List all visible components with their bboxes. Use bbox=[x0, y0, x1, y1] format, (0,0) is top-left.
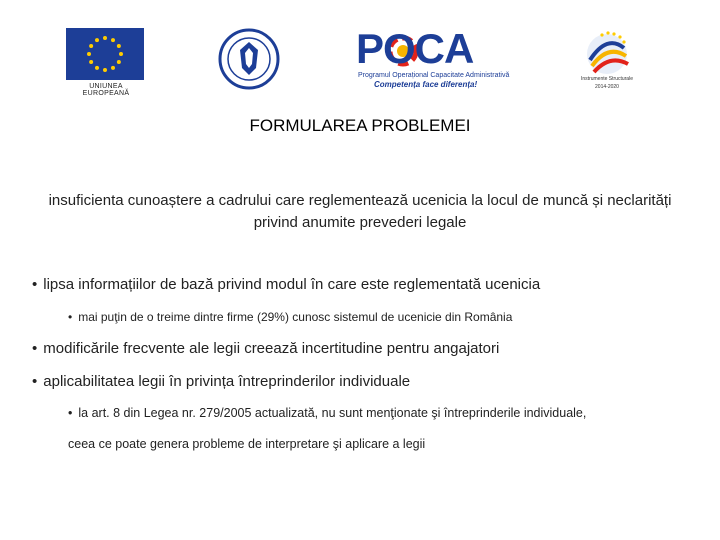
logo-strip bbox=[0, 0, 720, 100]
problem-statement: insuficienta cunoaștere a cadrului care reglementează ucenicia la locul de muncă și neclarități privind anumite prevederi legale bbox=[48, 192, 672, 231]
eu-star-icon bbox=[117, 44, 121, 48]
list-item-text: aplicabilitatea legii în privința întreprinderilor individuale bbox=[43, 373, 411, 390]
bullet-icon: • bbox=[68, 406, 73, 420]
bullet-icon: • bbox=[68, 310, 73, 324]
eu-star-icon bbox=[89, 44, 93, 48]
eu-star-icon bbox=[111, 38, 115, 42]
list-item-text: modificările frecvente ale legii creează incertitudine pentru angajatori bbox=[43, 340, 500, 357]
eu-star-icon bbox=[119, 52, 123, 56]
structural-instruments-period: 2014-2020 bbox=[595, 84, 619, 90]
list-subitem bbox=[68, 310, 512, 324]
list-item bbox=[32, 340, 499, 357]
eu-star-icon bbox=[95, 38, 99, 42]
poca-logo bbox=[352, 25, 510, 90]
eu-star-icon bbox=[103, 36, 107, 40]
eu-star-icon bbox=[103, 68, 107, 72]
bullet-icon: • bbox=[32, 276, 38, 293]
eu-star-icon bbox=[95, 66, 99, 70]
poca-program-name: Programul Operațional Capacitate Administrativă bbox=[358, 72, 510, 79]
list-item bbox=[32, 276, 540, 293]
list-subitem-text: mai puţin de o treime dintre firme (29%) cunosc sistemul de ucenicie din România bbox=[78, 310, 513, 324]
list-item bbox=[32, 373, 410, 390]
list-item-text: lipsa informațiilor de bază privind modul în care este reglementată ucenicia bbox=[43, 276, 541, 293]
eu-caption: UNIUNEA EUROPEANĂ bbox=[82, 83, 130, 97]
poca-slogan: Competența face diferența! bbox=[374, 80, 478, 89]
eu-star-icon bbox=[87, 52, 91, 56]
bullet-icon: • bbox=[32, 340, 38, 357]
eu-flag-icon bbox=[66, 28, 144, 80]
page-title: FORMULAREA PROBLEMEI bbox=[249, 116, 471, 135]
eu-star-icon bbox=[111, 66, 115, 70]
romanian-government-seal-icon bbox=[218, 28, 280, 90]
structural-instruments-caption: Instrumente Structurale bbox=[581, 76, 633, 82]
eu-star-icon bbox=[89, 60, 93, 64]
eu-star-icon bbox=[117, 60, 121, 64]
list-subitem-text: la art. 8 din Legea nr. 279/2005 actualizată, nu sunt menţionate şi întreprinderile individuale, bbox=[78, 406, 587, 420]
list-subitem-continuation: ceea ce poate genera probleme de interpretare şi aplicare a legii bbox=[68, 437, 426, 451]
bullet-icon: • bbox=[32, 373, 38, 390]
list-subitem bbox=[68, 406, 586, 420]
poca-wordmark: POCA bbox=[356, 25, 474, 72]
